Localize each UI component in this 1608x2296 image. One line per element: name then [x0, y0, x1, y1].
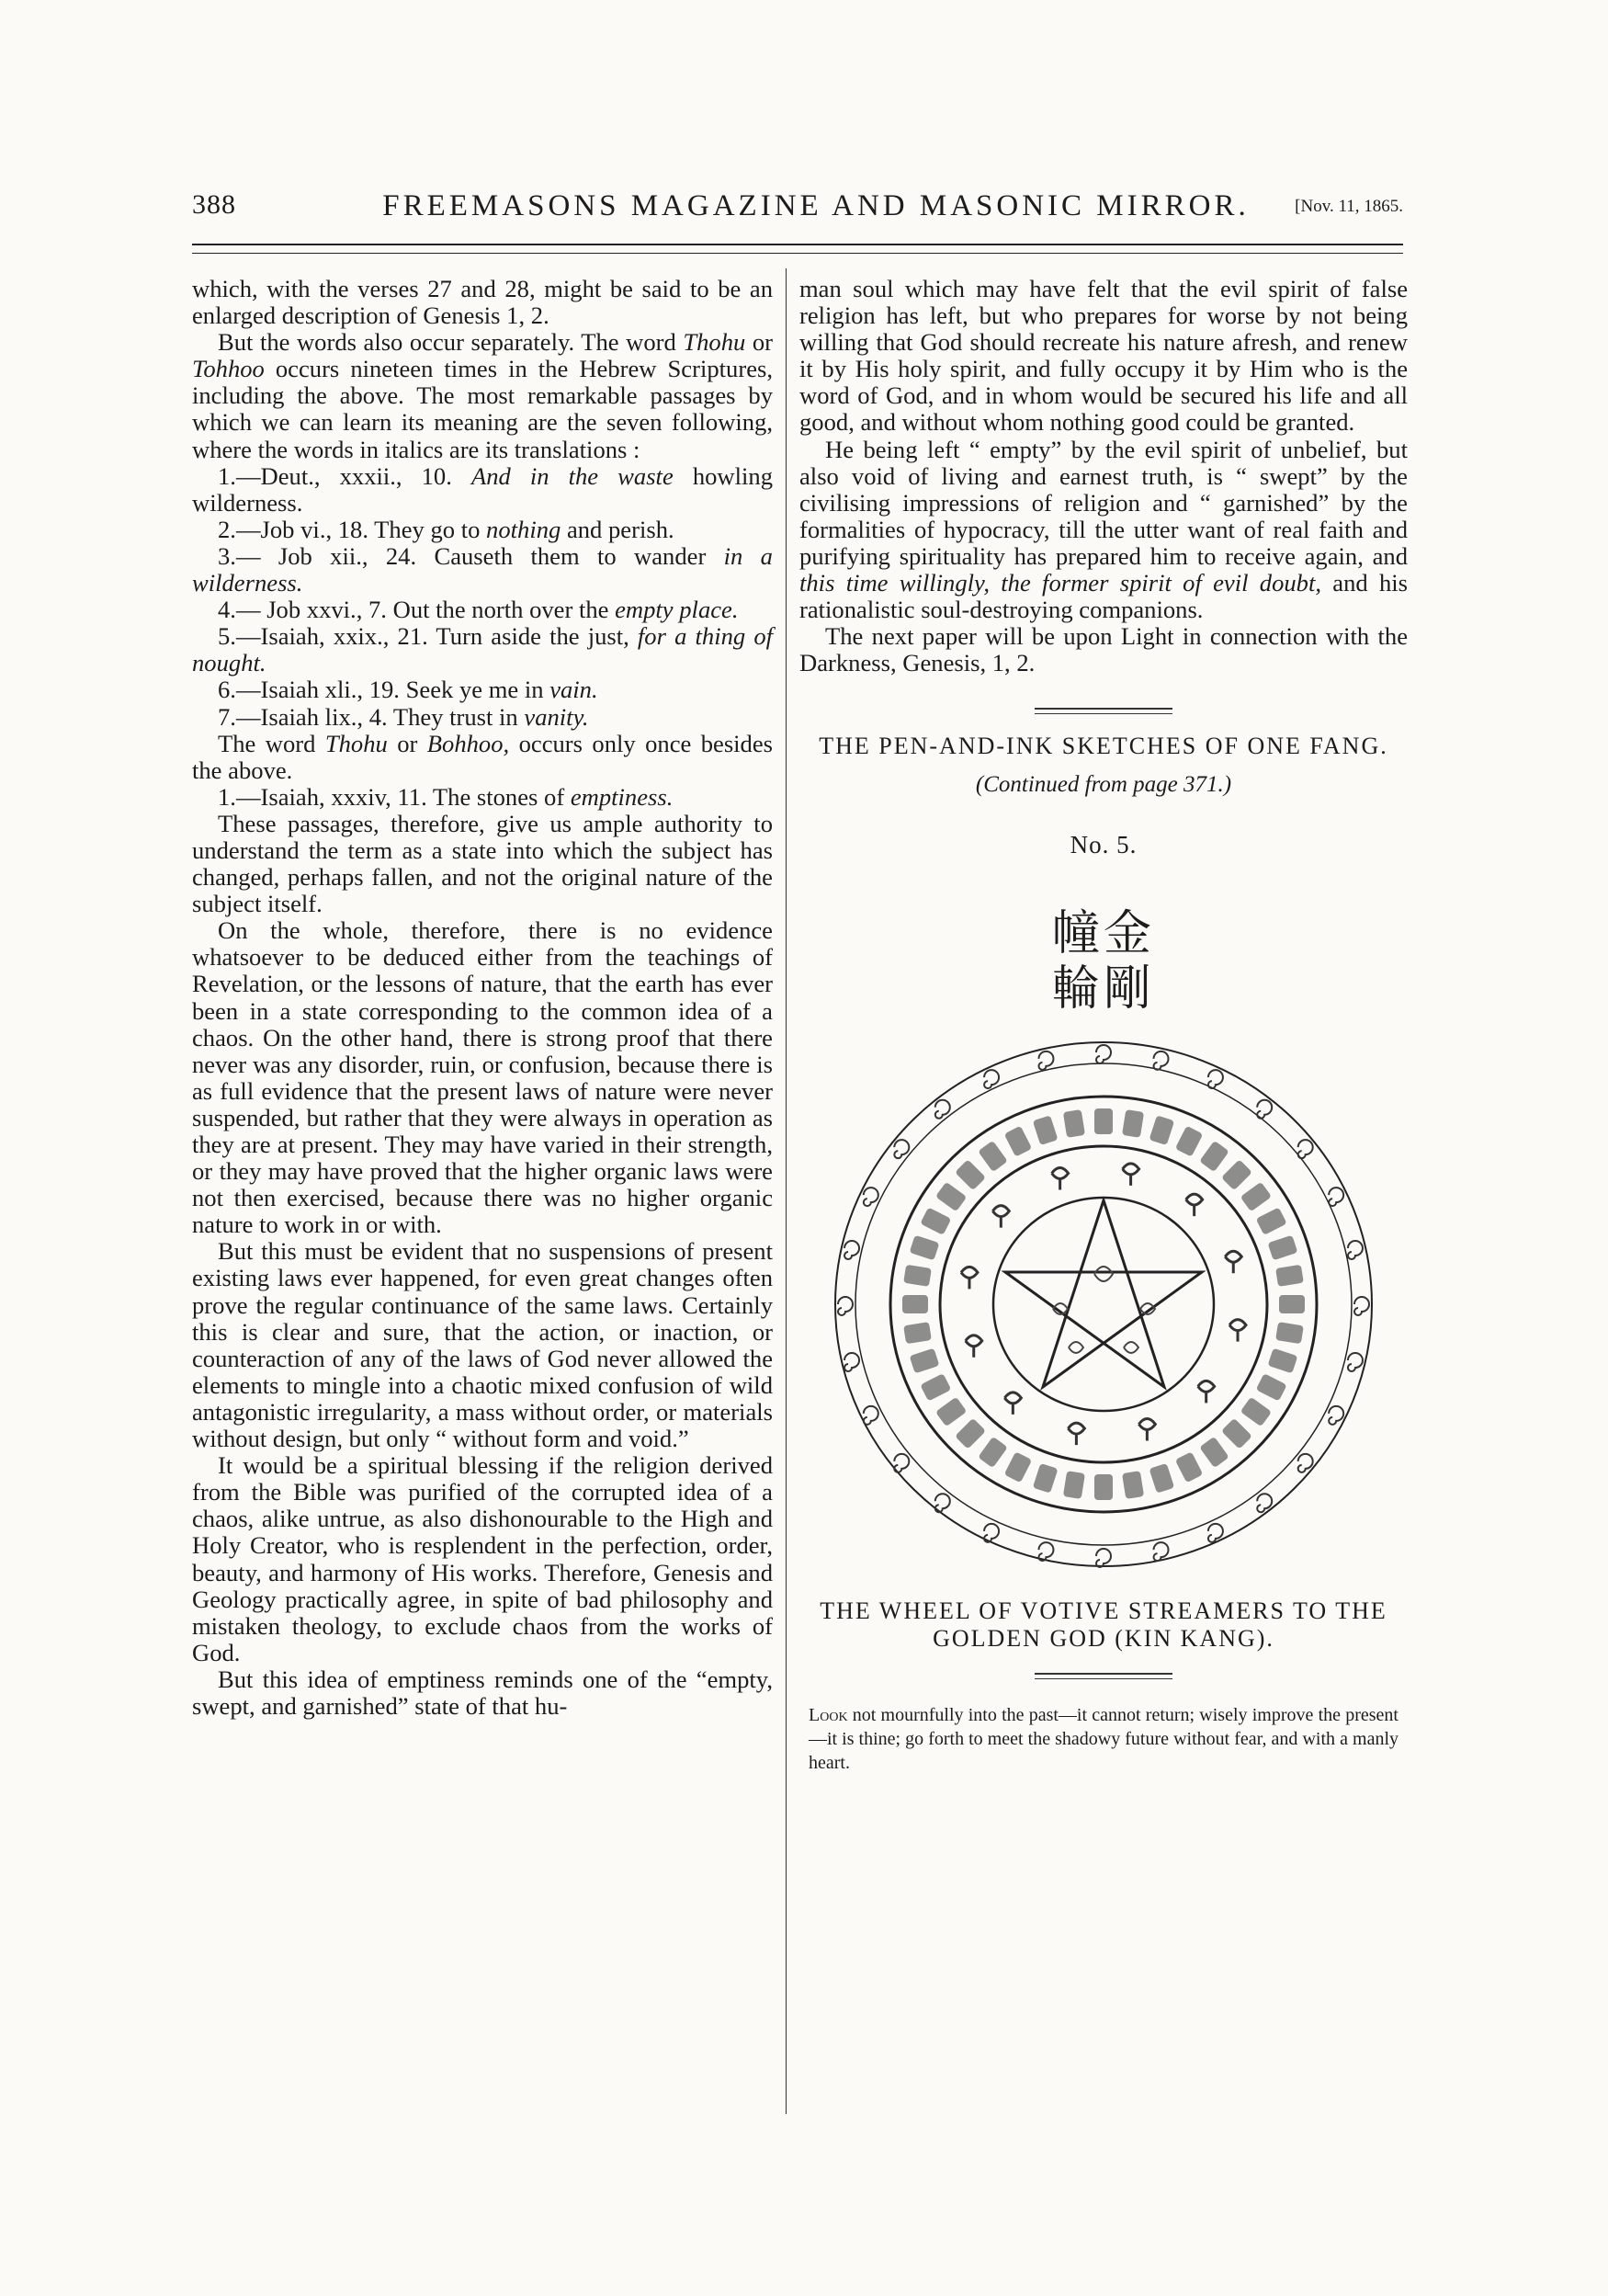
- paragraph: which, with the verses 27 and 28, might be said to be an enlarged description of Genesis 1, 2.: [192, 275, 773, 330]
- script-glyph: [1122, 1109, 1144, 1138]
- script-glyph: [920, 1207, 951, 1235]
- script-glyph: [1268, 1347, 1298, 1373]
- list-item: 6.—Isaiah xli., 19. Seek ye me in vain.: [218, 676, 598, 704]
- script-ring-inner: [940, 1146, 1267, 1462]
- scroll-ornament: [838, 1297, 853, 1315]
- scroll-ornament: [1348, 1353, 1363, 1371]
- scroll-ornament: [1354, 1297, 1369, 1315]
- paragraph: The next paper will be upon Light in connection with the Darkness, Genesis, 1, 2.: [799, 622, 1408, 677]
- pentagram-glyph: [1124, 1342, 1138, 1353]
- ring-symbol: [1186, 1194, 1203, 1216]
- script-glyph: [1094, 1108, 1113, 1134]
- article-number: No. 5.: [1070, 830, 1138, 858]
- ring-symbol: [1198, 1381, 1215, 1403]
- scroll-ornament: [1298, 1140, 1313, 1158]
- script-glyph: [920, 1373, 951, 1402]
- votive-wheel-illustration: [828, 1033, 1379, 1575]
- script-glyph: [903, 1322, 932, 1344]
- right-column: [799, 276, 1408, 1775]
- script-glyph: [955, 1417, 986, 1449]
- scroll-ornament: [1348, 1241, 1363, 1259]
- scroll-ornament: [935, 1099, 950, 1118]
- script-glyph: [1256, 1207, 1287, 1235]
- scroll-ornament: [1329, 1405, 1343, 1424]
- script-glyph: [1221, 1417, 1252, 1449]
- script-glyph: [1063, 1109, 1085, 1138]
- list-item: 5.—Isaiah, xxix., 21. Turn aside the just, for a thing of nought.: [192, 622, 774, 677]
- section-separator: [1035, 708, 1172, 714]
- script-glyph: [910, 1234, 940, 1260]
- issue-date: [Nov. 11, 1865.: [1295, 197, 1403, 216]
- script-glyph: [1149, 1462, 1175, 1493]
- script-glyph: [1122, 1471, 1144, 1499]
- script-glyph: [978, 1140, 1008, 1171]
- ring-symbol: [1004, 1392, 1021, 1415]
- script-glyph: [1199, 1140, 1229, 1171]
- scroll-ornament: [864, 1188, 878, 1206]
- list-item: 7.—Isaiah lix., 4. They trust in vanity.: [218, 702, 589, 731]
- script-glyph: [1175, 1451, 1204, 1483]
- article-title: THE PEN-AND-INK SKETCHES OF ONE FANG.: [819, 733, 1388, 760]
- outer-ring-inner: [855, 1063, 1352, 1545]
- script-glyph: [1199, 1436, 1229, 1467]
- paragraph: The word Thohu or Bohhoo, occurs only once besides the above.: [192, 729, 774, 784]
- page-header: [192, 189, 1403, 226]
- list-item: 4.— Job xxvi., 7. Out the north over the empty place.: [218, 596, 739, 624]
- script-glyph: [1063, 1471, 1085, 1499]
- scroll-ornament: [1208, 1070, 1223, 1088]
- script-glyph: [1149, 1115, 1175, 1145]
- continued-note: (Continued from page 371.): [975, 772, 1232, 798]
- script-glyph: [1279, 1295, 1305, 1313]
- scroll-ornament: [1329, 1188, 1343, 1206]
- scroll-ornament: [1096, 1549, 1111, 1567]
- header-rule: [192, 244, 1403, 245]
- paragraph: But this must be evident that no suspensions of present existing laws ever happened, for even great changes often prove the regular continuance of the same laws. Certainly this is clear and sure, that the action, or inaction, or counteraction of any of the laws of God never allowed the elements to mingle into a chaotic mixed confusion of wild antagonistic irregularity, a mass without order, or materials without design, but only “ without form and void.”: [192, 1237, 773, 1453]
- scroll-ornament: [894, 1140, 909, 1158]
- script-glyph: [1221, 1159, 1252, 1190]
- list-item: 1.—Deut., xxxii., 10. And in the waste howling wilderness.: [192, 461, 773, 517]
- scroll-ornament: [1096, 1045, 1111, 1063]
- paragraph: He being left “ empty” by the evil spirit of unbelief, but also void of living and earnest truth, is “ swept” by the civilising impressions of religion and “ garnished” by the formalities of hypocracy, till the utter want of real faith and purifying spirituality has prepared him to receive again, and this time willingly, the former spirit of evil doubt, and his rationalistic soul-destroying companions.: [799, 435, 1408, 624]
- ring-symbol: [1138, 1418, 1155, 1440]
- script-glyph: [935, 1181, 967, 1211]
- script-glyph: [903, 1264, 932, 1286]
- pentagram-glyph: [1069, 1342, 1083, 1353]
- script-glyph: [955, 1159, 986, 1190]
- script-glyph: [1175, 1125, 1204, 1156]
- ring-symbol: [992, 1205, 1009, 1227]
- scroll-ornament: [1154, 1051, 1169, 1069]
- ring-symbol: [1123, 1163, 1139, 1185]
- masthead: FREEMASONS MAGAZINE AND MASONIC MIRROR.: [382, 189, 1250, 222]
- ring-symbol: [966, 1335, 982, 1357]
- ring-symbol: [1068, 1423, 1084, 1445]
- script-glyph: [1275, 1322, 1304, 1344]
- ring-symbol: [961, 1267, 978, 1289]
- script-glyph: [1268, 1234, 1298, 1260]
- script-glyph: [1094, 1474, 1113, 1500]
- paragraph: It would be a spiritual blessing if the religion derived from the Bible was purified of the corrupted idea of a chaos, alike untrue, as also dishonourable to the High and Holy Creator, who is resplendent in the perfection, order, beauty, and harmony of His works. Therefore, Genesis and Geology practically agree, in spite of bad philosophy and mistaken theology, to exclude chaos from the works of God.: [192, 1451, 773, 1666]
- scroll-ornament: [844, 1241, 859, 1259]
- script-glyph: [978, 1436, 1008, 1467]
- script-glyph: [1004, 1451, 1033, 1483]
- section-separator: [1035, 1673, 1172, 1679]
- paragraph: On the whole, therefore, there is no evidence whatsoever to be deduced either from the teachings of Revelation, or the lessons of nature, that the earth has ever been in a state corresponding to the common idea of a chaos. On the other hand, there is strong proof that there never was any disorder, ruin, or confusion, because there is as full evidence that the present laws of nature were never suspended, but rather that they were always in operation as they are at present. They may have varied in their strength, or they may have proved that the higher organic laws were not then exercised, because there was no higher organic nature to work in or with.: [192, 916, 773, 1239]
- script-glyph: [1240, 1181, 1272, 1211]
- script-glyph: [1033, 1115, 1059, 1145]
- list-item: 2.—Job vi., 18. They go to nothing and perish.: [218, 515, 674, 543]
- chinese-line: 輪剛: [1051, 960, 1155, 1017]
- paragraph: These passages, therefore, give us ample authority to understand the term as a state into which the subject has changed, perhaps fallen, and not the original nature of the subject itself.: [192, 809, 773, 918]
- scroll-ornament: [864, 1405, 878, 1424]
- script-glyph: [1240, 1396, 1272, 1426]
- script-glyph: [1275, 1264, 1304, 1286]
- ring-symbol: [1225, 1251, 1241, 1273]
- script-glyph: [1256, 1373, 1287, 1402]
- scroll-ornament: [1257, 1099, 1272, 1118]
- symbol-ring-inner: [993, 1198, 1214, 1411]
- chinese-characters: [799, 906, 1408, 1017]
- paragraph: But this idea of emptiness reminds one of the “empty, swept, and garnished” state of that hu-: [192, 1665, 773, 1720]
- script-glyph: [910, 1347, 940, 1373]
- left-column: [192, 276, 773, 1720]
- script-glyph: [902, 1295, 928, 1313]
- scroll-ornament: [1038, 1051, 1053, 1069]
- paragraph: man soul which may have felt that the evil spirit of false religion has left, but who prepares for worse by not being willing that God should recreate his nature afresh, and renew it by His holy spirit, and fully occupy it by Him who is the word of God, and in whom would be secured his life and all good, and without whom nothing good could be granted.: [799, 275, 1408, 437]
- pentagram: [1005, 1200, 1202, 1387]
- list-item: 1.—Isaiah, xxxiv, 11. The stones of emptiness.: [218, 782, 674, 811]
- script-ring-outer: [890, 1097, 1317, 1512]
- script-glyph: [935, 1396, 967, 1426]
- ring-symbol: [1052, 1167, 1069, 1189]
- list-item: 3.— Job xii., 24. Causeth them to wander in a wilderness.: [192, 541, 773, 597]
- scroll-ornament: [984, 1070, 999, 1088]
- scroll-ornament: [1038, 1542, 1053, 1561]
- scroll-ornament: [1154, 1542, 1169, 1561]
- chinese-line: 幢金: [1051, 905, 1155, 961]
- column-divider: [786, 268, 787, 2114]
- scroll-ornament: [844, 1353, 859, 1371]
- pentagram-glyph: [1094, 1267, 1113, 1281]
- ring-symbol: [1229, 1319, 1246, 1341]
- page-number: 388: [192, 189, 236, 220]
- closing-quote: Look not mournfully into the past—it cannot return; wisely improve the present—it is thine; go forth to meet the shadowy future without fear, and with a manly heart.: [809, 1704, 1399, 1773]
- paragraph: But the words also occur separately. The word Thohu or Tohhoo occurs nineteen times in the Hebrew Scriptures, including the above. The most remarkable passages by which we can learn its meaning are the seven following, where the words in italics are its translations :: [192, 328, 773, 463]
- script-glyph: [1033, 1462, 1059, 1493]
- script-glyph: [1004, 1125, 1033, 1156]
- header-rule-thin: [192, 253, 1403, 254]
- figure-caption: THE WHEEL OF VOTIVE STREAMERS TO THE GOLDEN GOD (KIN KANG).: [820, 1597, 1387, 1652]
